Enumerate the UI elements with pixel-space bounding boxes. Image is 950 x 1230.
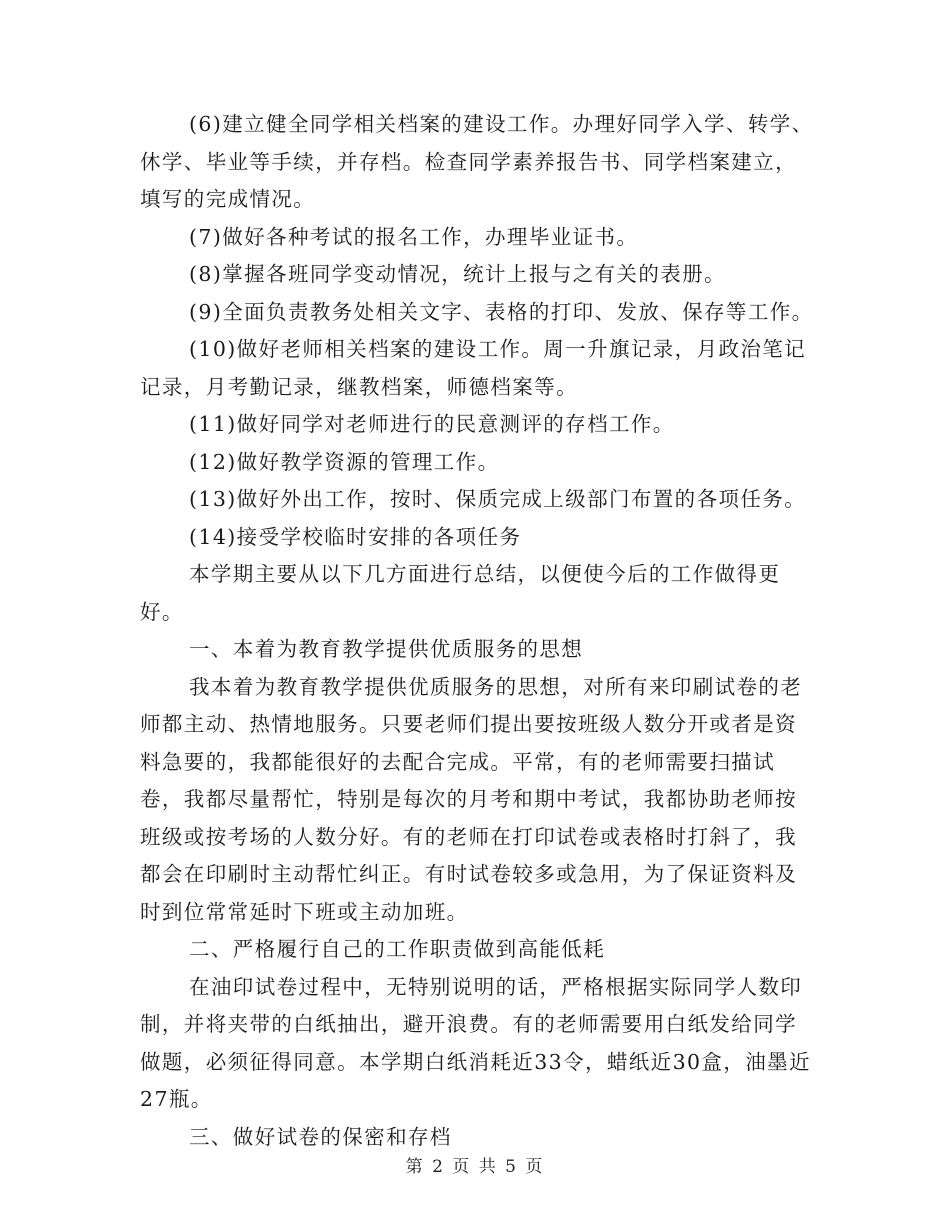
page-footer: 第 2 页 共 5 页 [405,1157,545,1177]
paragraph-item-8: (8)掌握各班同学变动情况，统计上报与之有关的表册。 [189,262,726,286]
paragraph-item-6: (6)建立健全同学相关档案的建设工作。办理好同学入学、转学、休学、毕业等手续，并存档。检查同学素养报告书、同学档案建立，填写的完成情况。 [140,112,814,211]
paragraph-item-9: (9)全面负责教务处相关文字、表格的打印、发放、保存等工作。 [189,299,814,324]
section-heading-2: 二、严格履行自己的工作职责做到高能低耗 [189,937,606,961]
paragraph-item-14: (14)接受学校临时安排的各项任务 [189,524,522,549]
document-body [140,106,815,1156]
paragraph-section-1-body: 我本着为教育教学提供优质服务的思想，对所有来印刷试卷的老师都主动、热情地服务。只要老师们提出要按班级人数分开或者是资料急要的，我都能很好的去配合完成。平常，有的老师需要扫描试卷，我都尽量帮忙，特别是每次的月考和期中考试，我都协助老师按班级或按考场的人数分好。有的老师在打印试卷或表格时打斜了，我都会在印刷时主动帮忙纠正。有时试卷较多或急用，为了保证资料及时到位常常延时下班或主动加班。 [140,674,803,924]
paragraph-item-12: (12)做好教学资源的管理工作。 [189,449,500,474]
paragraph-item-10: (10)做好老师相关档案的建设工作。周一升旗记录，月政治笔记记录，月考勤记录，继教档案，师德档案等。 [140,337,807,399]
paragraph-item-13: (13)做好外出工作，按时、保质完成上级部门布置的各项任务。 [189,487,807,511]
paragraph-item-11: (11)做好同学对老师进行的民意测评的存档工作。 [189,412,675,436]
paragraph-section-2-body: 在油印试卷过程中，无特别说明的话，严格根据实际同学人数印制，并将夹带的白纸抽出，避开浪费。有的老师需要用白纸发给同学做题，必须征得同意。本学期白纸消耗近33令，蜡纸近30盒，油墨近27瓶。 [140,974,811,1111]
section-heading-3: 三、做好试卷的保密和存档 [189,1124,452,1149]
paragraph-item-7: (7)做好各种考试的报名工作，办理毕业证书。 [189,224,639,249]
paragraph-summary-intro: 本学期主要从以下几方面进行总结，以便使今后的工作做得更好。 [140,562,781,624]
section-heading-1: 一、本着为教育教学提供优质服务的思想 [189,637,584,661]
